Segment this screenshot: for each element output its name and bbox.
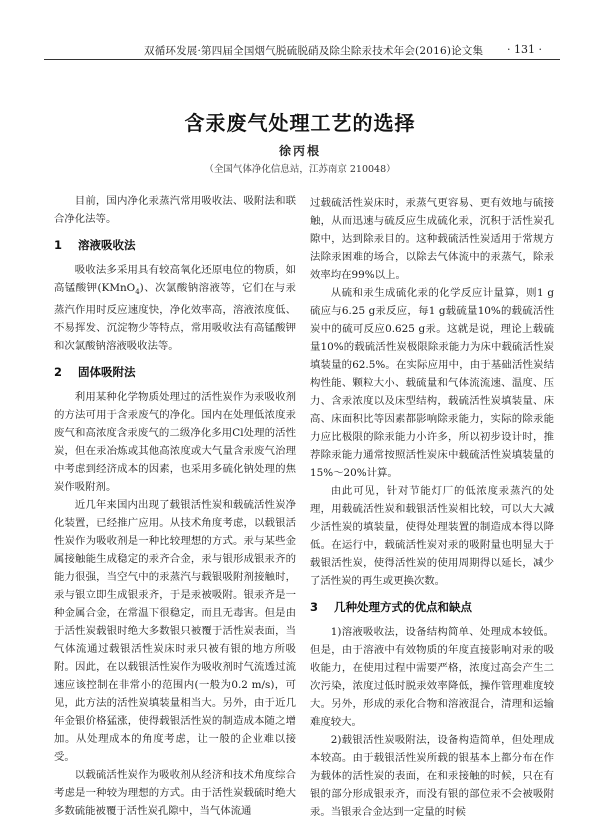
section-1-number: 1: [54, 238, 63, 252]
section-2-heading: [54, 364, 296, 380]
article-title: 含汞废气处理工艺的选择: [184, 111, 416, 135]
section-3-paragraph-2: 2)载银活性炭吸附法，设备构造简单，但处理成本较高。由于载银活性炭所载的银基本上都分布在作为载体的活性炭的表面，在和汞接触的时候，只在有银的部分形成银汞齐，而没有银的部位汞不会被吸附汞。当银汞合金达到一定量的时候: [310, 734, 554, 818]
stoichiometry-paragraph: 从硫和汞生成硫化汞的化学反应计量算，则1 g硫应与6.25 g汞反应，每1 g载硫量10%的载硫活性炭中的硫可反应0.625 g汞。这就是说，理论上载硫量10%的载硫活性炭极限除汞能力为床中载硫活性炭填装量的62.5%。在实际应用中，由于基础活性炭结构性能、颗粒大小、载硫量和气体流流速、温度、压力、含汞浓度以及床型结构，载硫活性炭填装量、床高、床面积比等因素都影响除汞能力，实际的除汞能力应比极限的除汞能力小许多，所以初步设计时，推荐除汞能力通常按照活性炭床中载硫活性炭填装量的15%～20%计算。: [310, 287, 554, 479]
page-number: · 131 ·: [507, 43, 542, 56]
s1-text-a: 吸收法多采用具有较高氧化还原电位的物质，如高锰酸钾(KMnO: [54, 264, 296, 294]
left-column: [54, 192, 296, 820]
continued-paragraph: 过载硫活性炭床时，汞蒸气更容易、更有效地与硫接触，从而迅速与硫反应生成硫化汞，沉积于活性炭孔隙中，达到除汞目的。这种载硫活性炭适用于常规方法除汞困难的场合，以除去气体流中的汞蒸气，除汞效率均在99%以上。: [310, 197, 554, 281]
section-3-paragraph-1: 1)溶液吸收法，设备结构简单、处理成本较低。但是，由于溶液中有效物质的年度直接影响对汞的吸收能力，在使用过程中需要严格，浓度过高会产生二次污染，浓度过低时脱汞效率降低，操作管理难度较大。另外，形成的汞化合物和溶液混合，清理和运输难度较大。: [310, 626, 554, 728]
right-column: [310, 194, 554, 821]
s1-subscript: 4: [135, 288, 140, 297]
section-1-heading: [54, 237, 296, 253]
comparison-paragraph: 由此可见，针对节能灯厂的低浓度汞蒸汽的处理，用载硫活性炭和载银活性炭相比较，可以大大减少活性炭的填装量，使得处理装置的制造成本得以降低。在运行中，载硫活性炭对汞的吸附量也明显大于载银活性炭，使得活性炭的使用周期得以延长，减少了活性炭的再生或更换次数。: [310, 485, 554, 587]
running-header: [44, 43, 560, 60]
section-2-paragraph-1: 利用某种化学物质处理过的活性炭作为汞吸收剂的方法可用于含汞废气的净化。国内在处理低浓度汞废气和高浓度含汞废气的二级净化多用Cl处理的活性炭，但在汞冶炼或其他高浓度或大气量含汞废气治理中考虑到经济成本的因素，也采用多硫化钠处理的焦炭作吸附剂。: [54, 391, 296, 494]
section-2-paragraph-2: 近几年来国内出现了载银活性炭和载硫活性炭净化装置，已经推广应用。从技术角度考虑，以载银活性炭作为吸收剂是一种比较理想的方式。汞与某些金属接触能生成稳定的汞齐合金，汞与银形成银汞齐的能力很强，当空气中的汞蒸汽与载银吸附剂接触时，汞与银立即生成银汞齐，于是汞被吸附。银汞齐是一种金属合金，在常温下很稳定，而且无毒害。但是由于活性炭载银时绝大多数银只被覆于活性炭表面，当气体流通过载银活性炭床时汞只被有银的地方所吸附。因此，在以载银活性炭作为吸收剂时气流透过流速应该控制在非常小的范围内(一般为0.2 m/s)，可见，此方法的活性炭填装量相当大。另外，由于近几年金银价格猛涨，使得载银活性炭的制造成本随之增加。从处理成本的角度考虑，让一般的企业难以接受。: [54, 499, 296, 764]
section-3-heading: [310, 599, 554, 615]
article-author: 徐丙根: [278, 144, 321, 158]
s1-text-b: )、次氯酸钠溶液等，它们在与汞蒸汽作用时反应速度快，净化效率高，溶液浓度低、不易挥发、沉淀物少等特点，常用吸收法有高锰酸钾和次氯酸钠溶液吸收法等。: [54, 282, 296, 353]
section-3-number: 3: [310, 600, 319, 614]
section-3-title: 几种处理方式的优点和缺点: [334, 600, 472, 614]
article-affiliation: （全国气体净化信息站，江苏南京 210048）: [204, 164, 396, 175]
section-2-title: 固体吸附法: [78, 365, 136, 380]
section-1-title: 溶液吸收法: [78, 238, 136, 252]
intro-paragraph: 目前，国内净化汞蒸汽常用吸收法、吸附法和联合净化法等。: [54, 195, 296, 225]
running-title: 双循环发展·第四届全国烟气脱硫脱硝及除尘除汞技术年会(2016)论文集: [144, 45, 484, 57]
section-2-number: 2: [54, 365, 63, 380]
section-2-paragraph-3: 以载硫活性炭作为吸收剂从经济和技术角度综合考虑是一种较为理想的方式。由于活性炭载硫时绝大多数硫能被覆于活性炭孔隙中，当气体流通: [54, 769, 296, 818]
section-1-paragraph: [54, 261, 296, 355]
